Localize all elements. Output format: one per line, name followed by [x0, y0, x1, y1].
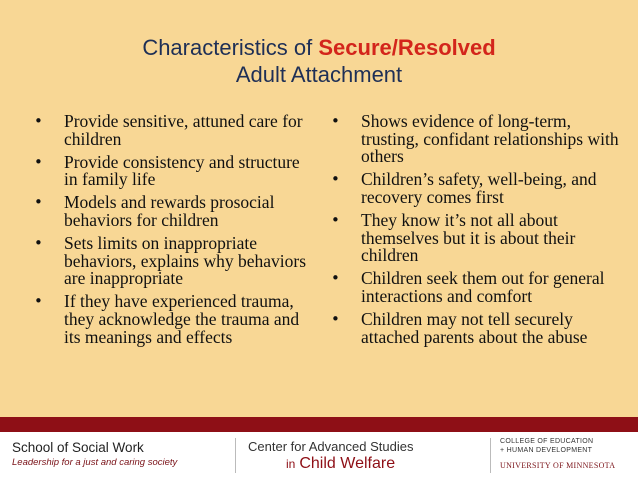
bullet-text: Children seek them out for general interactions and comfort	[361, 268, 605, 306]
list-item	[331, 171, 621, 206]
title-prefix: Characteristics of	[142, 35, 319, 60]
bullet-text: Provide sensitive, attuned care for children	[64, 111, 303, 149]
list-item	[34, 151, 314, 190]
footer-divider	[235, 438, 236, 473]
bullet-text: Provide consistency and structure in family life	[64, 151, 300, 190]
bullet-icon: •	[331, 210, 340, 229]
bullet-text: Children may not tell securely attached parents about the abuse	[361, 308, 588, 347]
bullet-icon: •	[331, 269, 340, 288]
footer-divider	[490, 438, 491, 473]
ssw-name: School of Social Work	[12, 440, 144, 455]
bullet-icon: •	[331, 309, 340, 328]
left-bullet-list	[34, 113, 314, 352]
list-item	[34, 194, 314, 229]
list-item	[331, 209, 621, 266]
bullet-icon: •	[34, 112, 43, 130]
title-line-1	[0, 34, 638, 61]
right-bullet-list	[331, 113, 621, 352]
cwf-top: Center for Advanced Studies	[248, 439, 414, 454]
list-item	[331, 113, 621, 166]
bullet-icon: •	[331, 112, 340, 130]
list-item	[331, 270, 621, 305]
bullet-text: They know it’s not all about themselves but it is about their children	[361, 209, 576, 266]
list-item	[34, 235, 314, 288]
bullet-text: Children’s safety, well-being, and recovery comes first	[361, 169, 597, 207]
bullet-text: Sets limits on inappropriate behaviors, explains why behaviors are inappropriate	[64, 233, 307, 289]
bullet-text: Models and rewards prosocial behaviors for children	[64, 192, 275, 230]
list-item	[34, 113, 314, 148]
cwf-in: in	[286, 457, 296, 471]
bullet-icon: •	[34, 292, 43, 311]
bullet-text: Shows evidence of long-term, trusting, confidant relationships with others	[361, 111, 619, 167]
footer	[0, 432, 638, 479]
title-highlight: Secure/Resolved	[318, 35, 496, 60]
university-name: UNIVERSITY OF MINNESOTA	[500, 461, 616, 470]
cwf-bottom-line	[286, 454, 414, 474]
slide-title	[0, 34, 638, 88]
list-item	[34, 293, 314, 346]
footer-accent-bar	[0, 417, 638, 432]
list-item	[331, 308, 621, 347]
bullet-text: If they have experienced trauma, they acknowledge the trauma and its meanings and effects	[64, 291, 300, 347]
cwf-bottom: Child Welfare	[299, 455, 396, 472]
bullet-icon: •	[34, 234, 43, 253]
cehd-line-1: COLLEGE OF EDUCATION	[500, 438, 594, 445]
child-welfare-center-logo	[248, 439, 414, 474]
school-of-social-work-logo	[12, 440, 177, 469]
ssw-tagline: Leadership for a just and caring society	[12, 457, 178, 468]
title-line-2: Adult Attachment	[235, 62, 403, 87]
bullet-icon: •	[331, 170, 340, 189]
cehd-logo	[500, 437, 615, 470]
bullet-icon: •	[34, 193, 43, 212]
cehd-line-2: + HUMAN DEVELOPMENT	[500, 447, 593, 454]
bullet-icon: •	[34, 152, 43, 171]
